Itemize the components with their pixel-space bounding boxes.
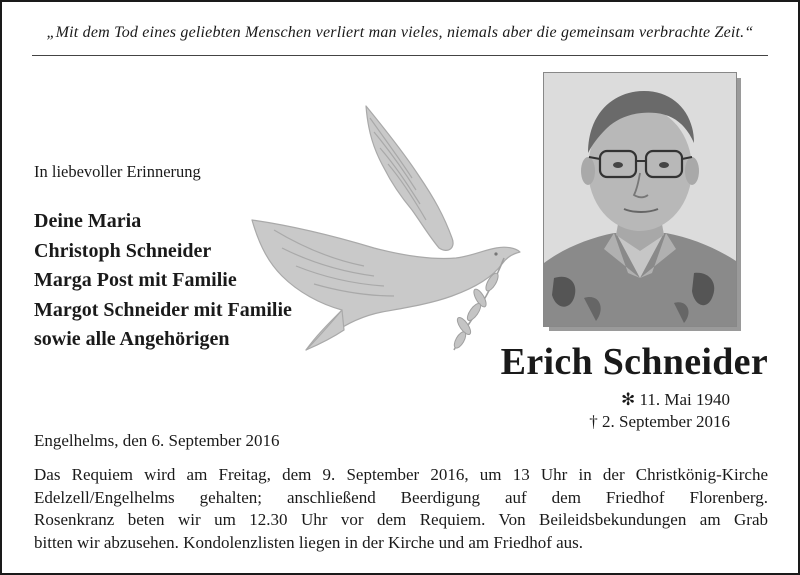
- mourner-line: Marga Post mit Familie: [34, 269, 237, 291]
- funeral-details: [34, 464, 768, 554]
- life-dates: [589, 389, 730, 433]
- mourner-line: Deine Maria: [34, 210, 142, 232]
- mourner-line: Christoph Schneider: [34, 239, 212, 262]
- place-and-date: Engelhelms, den 6. September 2016: [34, 431, 280, 450]
- text-line: bitten wir abzusehen. Kondolenzlisten liegen in der Kirche und am Friedhof aus.: [34, 532, 584, 552]
- mourner-line: sowie alle Angehörigen: [34, 328, 230, 350]
- text-line: Edelzell/Engelhelms gehalten; anschließend Beerdigung auf dem Friedhof Florenberg.: [34, 487, 768, 507]
- intro-text: In liebevoller Erinnerung: [34, 162, 201, 181]
- deceased-name: Erich Schneider: [500, 341, 768, 383]
- dove-with-olive-branch-icon: [234, 98, 530, 368]
- text-line: Rosenkranz beten wir um 12.30 Uhr vor dem Requiem. Von Beileidsbekundungen am Grab: [34, 510, 768, 529]
- divider: [32, 55, 768, 56]
- death-date: † 2. September 2016: [589, 412, 730, 431]
- portrait-photo: [543, 72, 737, 327]
- text-line: Das Requiem wird am Freitag, dem 9. September 2016, um 13 Uhr in der Christkönig-Kirche: [34, 465, 768, 484]
- memorial-quote: „Mit dem Tod eines geliebten Menschen verliert man vieles, niemals aber die gemeinsam verbrachte Zeit.“: [46, 24, 754, 41]
- mourner-line: Margot Schneider mit Familie: [34, 298, 292, 321]
- birth-date: ✻ 11. Mai 1940: [621, 390, 730, 409]
